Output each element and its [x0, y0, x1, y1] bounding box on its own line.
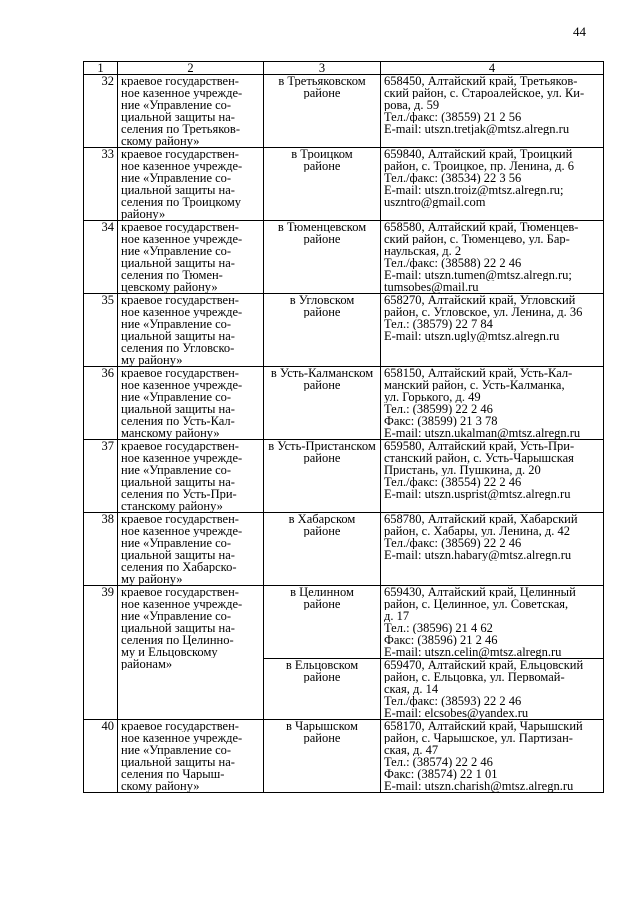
district-name: [264, 586, 381, 659]
table-row: [84, 148, 604, 221]
contact-info-line: Факс: (38596) 21 2 46: [384, 634, 498, 646]
contact-info-line: район, с. Целинное, ул. Советская,: [384, 598, 569, 610]
institution-name-line: селения по Целинно-: [121, 634, 234, 646]
institution-name-line: селения по Третьяков-: [121, 123, 240, 135]
contact-info-line: E-mail: utszn.tretjak@mtsz.alregn.ru: [384, 123, 570, 135]
institution-name-line: циальной защиты на-: [121, 756, 235, 768]
institution-name-line: му и Ельцовскому: [121, 646, 218, 658]
institution-name-line: краевое государствен-: [121, 367, 239, 379]
institution-name-line: краевое государствен-: [121, 586, 239, 598]
contact-info-line: район, с. Хабары, ул. Ленина, д. 42: [384, 525, 570, 537]
contact-info-line: Тел.: (38596) 21 4 62: [384, 622, 493, 634]
contact-info: [381, 294, 604, 367]
institution-name: [118, 367, 264, 440]
contact-info: [381, 440, 604, 513]
contact-info-line: район, с. Угловское, ул. Ленина, д. 36: [384, 306, 583, 318]
institution-name: [118, 440, 264, 513]
contact-info: [381, 148, 604, 221]
institution-name-line: ное казенное учрежде-: [121, 732, 243, 744]
district-name-line: районе: [303, 671, 341, 683]
institution-name-line: селения по Усть-При-: [121, 488, 237, 500]
contact-info-line: 659580, Алтайский край, Усть-При-: [384, 440, 575, 452]
row-number: 34: [84, 221, 118, 294]
contact-info-line: ул. Горького, д. 49: [384, 391, 481, 403]
contact-info-line: tumsobes@mail.ru: [384, 281, 479, 293]
institution-name-line: ное казенное учрежде-: [121, 160, 243, 172]
contact-info-line: Тел.: (38579) 22 7 84: [384, 318, 493, 330]
district-name: [264, 513, 381, 586]
contact-info-line: E-mail: utszn.ugly@mtsz.alregn.ru: [384, 330, 560, 342]
row-number: 40: [84, 720, 118, 793]
district-name: [264, 659, 381, 720]
institution-name-line: циальной защиты на-: [121, 476, 235, 488]
institution-name-line: ное казенное учрежде-: [121, 87, 243, 99]
contact-info-line: Тел./факс: (38593) 22 2 46: [384, 695, 522, 707]
contact-info-line: ский район, с. Староалейское, ул. Ки-: [384, 87, 585, 99]
institution-name-line: ное казенное учрежде-: [121, 525, 243, 537]
institution-name-line: ние «Управление со-: [121, 537, 232, 549]
contact-info-line: район, с. Троицкое, пр. Ленина, д. 6: [384, 160, 575, 172]
district-name-line: в Ельцовском: [285, 659, 359, 671]
contact-info-line: район, с. Чарышское, ул. Партизан-: [384, 732, 573, 744]
contact-info-line: Факс: (38599) 21 3 78: [384, 415, 498, 427]
table-row: [84, 367, 604, 440]
institution-name: [118, 586, 264, 720]
institution-name-line: станскому району»: [121, 500, 223, 512]
district-name-line: районе: [303, 306, 341, 318]
contact-info-line: 658170, Алтайский край, Чарышский: [384, 720, 583, 732]
contact-info-line: 659430, Алтайский край, Целинный: [384, 586, 576, 598]
institution-name-line: му району»: [121, 354, 183, 366]
institution-name-line: му району»: [121, 573, 183, 585]
institution-name-line: ние «Управление со-: [121, 318, 232, 330]
institution-name-line: селения по Усть-Кал-: [121, 415, 235, 427]
district-name-line: в Троицком: [291, 148, 353, 160]
contact-info: [381, 720, 604, 793]
institution-name-line: краевое государствен-: [121, 148, 239, 160]
institution-name-line: району»: [121, 208, 166, 220]
district-name-line: в Чарышском: [286, 720, 358, 732]
row-number: 38: [84, 513, 118, 586]
contact-info-line: E-mail: utszn.usprist@mtsz.alregn.ru: [384, 488, 571, 500]
contact-info: [381, 659, 604, 720]
contact-info-line: E-mail: utszn.tumen@mtsz.alregn.ru;: [384, 269, 572, 281]
table-row: [84, 513, 604, 586]
district-name: [264, 148, 381, 221]
institution-name-line: краевое государствен-: [121, 221, 239, 233]
district-name-line: в Тюменцевском: [277, 221, 367, 233]
district-name-line: в Целинном: [290, 586, 354, 598]
institution-name-line: ние «Управление со-: [121, 610, 232, 622]
institution-name-line: ное казенное учрежде-: [121, 598, 243, 610]
institution-name-line: ние «Управление со-: [121, 245, 232, 257]
institution-name-line: циальной защиты на-: [121, 403, 235, 415]
row-number: 36: [84, 367, 118, 440]
contact-info-line: 658580, Алтайский край, Тюменцев-: [384, 221, 579, 233]
institution-name-line: скому району»: [121, 135, 200, 147]
contact-info-line: ская, д. 47: [384, 744, 439, 756]
contact-info-line: Тел./факс: (38554) 22 2 46: [384, 476, 522, 488]
contact-info-line: станский район, с. Усть-Чарышская: [384, 452, 574, 464]
institution-name-line: ние «Управление со-: [121, 744, 232, 756]
contact-info-line: д. 17: [384, 610, 410, 622]
institution-name-line: ное казенное учрежде-: [121, 452, 243, 464]
institution-name-line: циальной защиты на-: [121, 257, 235, 269]
column-header-2: 2: [118, 62, 264, 75]
institution-name-line: селения по Угловско-: [121, 342, 235, 354]
institution-name-line: ное казенное учрежде-: [121, 233, 243, 245]
table-row: [84, 586, 604, 659]
district-name: [264, 294, 381, 367]
table-body: [84, 75, 604, 793]
district-name-line: районе: [303, 452, 341, 464]
contact-info-line: E-mail: utszn.habary@mtsz.alregn.ru: [384, 549, 572, 561]
contact-info: [381, 513, 604, 586]
district-name-line: в Хабарском: [288, 513, 356, 525]
contact-info-line: Тел.: (38574) 22 2 46: [384, 756, 493, 768]
contact-info-line: манский район, с. Усть-Калманка,: [384, 379, 565, 391]
contact-info-line: Тел./факс: (38534) 22 3 56: [384, 172, 522, 184]
contact-info: [381, 221, 604, 294]
contact-info-line: 658270, Алтайский край, Угловский: [384, 294, 576, 306]
institution-name-line: циальной защиты на-: [121, 184, 235, 196]
table-row: [84, 720, 604, 793]
institution-name-line: краевое государствен-: [121, 720, 239, 732]
contact-info-line: E-mail: utszn.ukalman@mtsz.alregn.ru: [384, 427, 581, 439]
contact-info-line: E-mail: utszn.charish@mtsz.alregn.ru: [384, 780, 574, 792]
contact-info-line: Тел./факс: (38559) 21 2 56: [384, 111, 522, 123]
district-name-line: в Усть-Пристанском: [268, 440, 376, 452]
district-name-line: районе: [303, 525, 341, 537]
table-row: [84, 221, 604, 294]
district-name: [264, 367, 381, 440]
institution-name-line: циальной защиты на-: [121, 330, 235, 342]
contact-info-line: 658780, Алтайский край, Хабарский: [384, 513, 578, 525]
contact-info-line: район, с. Ельцовка, ул. Первомай-: [384, 671, 565, 683]
contact-info-line: E-mail: utszn.troiz@mtsz.alregn.ru;: [384, 184, 564, 196]
district-name-line: районе: [303, 87, 341, 99]
contact-info-line: ский район, с. Тюменцево, ул. Бар-: [384, 233, 570, 245]
contact-info-line: uszntro@gmail.com: [384, 196, 486, 208]
institution-name-line: скому району»: [121, 780, 200, 792]
contact-info-line: Тел.: (38599) 22 2 46: [384, 403, 493, 415]
contact-info-line: E-mail: utszn.celin@mtsz.alregn.ru: [384, 646, 562, 658]
contact-info: [381, 367, 604, 440]
institution-name-line: краевое государствен-: [121, 440, 239, 452]
institution-name-line: селения по Хабарско-: [121, 561, 237, 573]
institution-name-line: циальной защиты на-: [121, 622, 235, 634]
contact-info-line: E-mail: elcsobes@yandex.ru: [384, 707, 529, 719]
institution-name-line: краевое государствен-: [121, 75, 239, 87]
contact-info-line: наульская, д. 2: [384, 245, 462, 257]
column-header-1: 1: [84, 62, 118, 75]
institution-name-line: цевскому району»: [121, 281, 218, 293]
institution-name-line: ние «Управление со-: [121, 172, 232, 184]
district-name-line: районе: [303, 160, 341, 172]
column-header-3: 3: [264, 62, 381, 75]
institution-name: [118, 720, 264, 793]
contact-info-line: 658150, Алтайский край, Усть-Кал-: [384, 367, 573, 379]
contact-info-line: 659470, Алтайский край, Ельцовский: [384, 659, 584, 671]
row-number: 32: [84, 75, 118, 148]
district-name: [264, 221, 381, 294]
district-name-line: в Третьяковском: [278, 75, 366, 87]
institutions-table: [83, 61, 604, 793]
district-name-line: районе: [303, 233, 341, 245]
institution-name-line: селения по Тюмен-: [121, 269, 223, 281]
district-name-line: в Усть-Калманском: [270, 367, 374, 379]
table-row: [84, 440, 604, 513]
district-name: [264, 720, 381, 793]
table-row: [84, 75, 604, 148]
contact-info-line: 658450, Алтайский край, Третьяков-: [384, 75, 578, 87]
contact-info: [381, 586, 604, 659]
institution-name-line: ное казенное учрежде-: [121, 379, 243, 391]
district-name-line: районе: [303, 732, 341, 744]
institution-name-line: краевое государствен-: [121, 513, 239, 525]
contact-info-line: ская, д. 14: [384, 683, 439, 695]
district-name-line: в Угловском: [289, 294, 355, 306]
institution-name-line: ние «Управление со-: [121, 391, 232, 403]
institution-name: [118, 148, 264, 221]
contact-info: [381, 75, 604, 148]
institution-name-line: ние «Управление со-: [121, 99, 232, 111]
institution-name-line: селения по Троицкому: [121, 196, 242, 208]
row-number: 33: [84, 148, 118, 221]
institution-name-line: манскому району»: [121, 427, 220, 439]
institution-name: [118, 221, 264, 294]
institution-name-line: районам»: [121, 658, 173, 670]
district-name-line: районе: [303, 379, 341, 391]
district-name: [264, 440, 381, 513]
institution-name-line: циальной защиты на-: [121, 549, 235, 561]
contact-info-line: 659840, Алтайский край, Троицкий: [384, 148, 573, 160]
row-number: 37: [84, 440, 118, 513]
institution-name-line: краевое государствен-: [121, 294, 239, 306]
column-header-4: 4: [381, 62, 604, 75]
contact-info-line: рова, д. 59: [384, 99, 440, 111]
institution-name: [118, 513, 264, 586]
institution-name: [118, 294, 264, 367]
contact-info-line: Факс: (38574) 22 1 01: [384, 768, 498, 780]
row-number: 35: [84, 294, 118, 367]
contact-info-line: Тел./факс: (38569) 22 2 46: [384, 537, 522, 549]
institution-name: [118, 75, 264, 148]
institution-name-line: ное казенное учрежде-: [121, 306, 243, 318]
contact-info-line: Тел./факс: (38588) 22 2 46: [384, 257, 522, 269]
table-row: [84, 294, 604, 367]
row-number: 39: [84, 586, 118, 720]
district-name: [264, 75, 381, 148]
page-number: 44: [573, 24, 586, 39]
contact-info-line: Пристань, ул. Пушкина, д. 20: [384, 464, 541, 476]
institution-name-line: циальной защиты на-: [121, 111, 235, 123]
institution-name-line: ние «Управление со-: [121, 464, 232, 476]
institution-name-line: селения по Чарыш-: [121, 768, 225, 780]
district-name-line: районе: [303, 598, 341, 610]
header-row: [84, 62, 604, 75]
